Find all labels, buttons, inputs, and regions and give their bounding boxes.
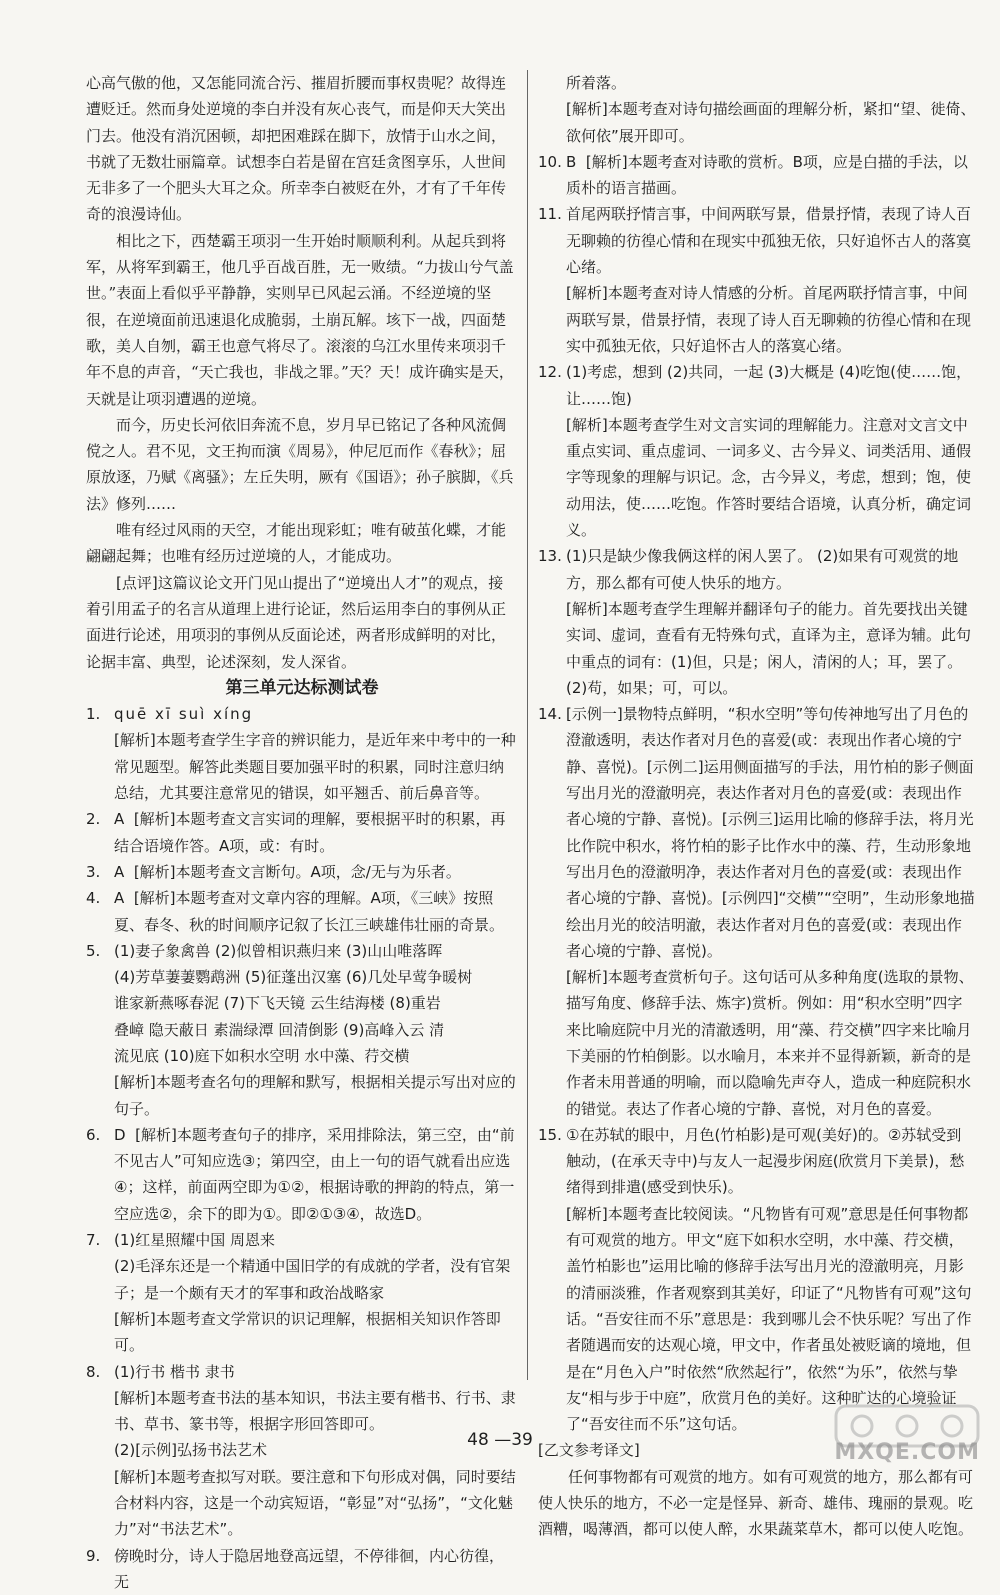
- analysis-text: [解析]本题考查对诗句描绘画面的理解分析，紧扣“望、徙倚、欲何依”展开即可。: [566, 100, 976, 145]
- question-11: 11. 首尾两联抒情言事，中间两联写景，借景抒情，表现了诗人百无聊赖的彷徨心情和在现实中孤独无依，只好追怀古人的落寞心绪。 [解析]本题考查对诗人情感的分析。首尾两联抒情言事，中间两联写景，借景抒情，表现了诗人百无聊赖的彷徨心情和在现实中孤独无依，只好追怀古人的落寞心绪。: [538, 201, 976, 359]
- question-3: 3. A [解析]本题考查文言断句。A项，念/无与为乐者。: [86, 862, 461, 881]
- analysis-text: [解析]本题考查拟写对联。要注意和下句形成对偶，同时要结合材料内容，这是一个动宾短语，“彰显”对“弘扬”，“文化魅力”对“书法艺术”。: [114, 1467, 516, 1539]
- analysis-text: [解析]本题考查学生字音的辨识能力，是近年来中考中的一种常见题型。解答此类题目要加强平时的积累，同时注意归纳总结，尤其要注意常见的错误，如平翘舌、前后鼻音等。: [114, 731, 516, 803]
- q5-line: 叠嶂 隐天蔽日 素湍绿潭 回清倒影 (9)高峰入云 清: [114, 1020, 445, 1039]
- analysis-text: [解析]本题考查对诗人情感的分析。首尾两联抒情言事，中间两联写景，借景抒情，表现了诗人百无聊赖的彷徨心情和在现实中孤独无依，只好追怀古人的落寞心绪。: [566, 284, 972, 355]
- question-12: 12. (1)考虑，想到 (2)共同，一起 (3)大概是 (4)吃饱(使……饱，让……饱) [解析]本题考查学生对文言实词的理解能力。注意对文言文中重点实词、重点虚词、一词多义、古今异义、词类活用、通假字等现象的理解与识记。念，古今异义，考虑，想到；饱，使动用法，使……吃饱。作答时要结合语境，认真分析，确定词义。: [538, 359, 976, 543]
- question-4: 4. A [解析]本题考查对文章内容的理解。A项，《三峡》按照夏、春冬、秋的时间顺序记叙了长江三峡雄伟壮丽的奇景。: [86, 889, 505, 934]
- question-15: 15. ①在苏轼的眼中，月色(竹柏影)是可观(美好)的。②苏轼受到触动，(在承天寺中)与友人一起漫步闲庭(欣赏月下美景)，愁绪得到排遣(感受到快乐)。 [解析]本题考查比较阅读。“凡物皆有可观”意思是任何事物都有可观赏的地方。甲文“庭下如积水空明，水中藻、荇交横，盖竹柏影也”运用比喻的修辞手法写出月光的澄澈明亮，月影的清丽淡雅，作者观察到其美好，印证了“凡物皆有可观”这句话。“吾安往而不乐”意思是：我到哪儿会不快乐呢？写出了作者随遇而安的达观心境，甲文中，作者虽处被贬谪的境地，但是在“月色入户”时依然“欣然起行”，依然“为乐”，依然与挚友“相与步于中庭”，欣赏月色的美好。这种旷达的心境验证了“吾安往而不乐”这句话。: [538, 1122, 976, 1438]
- answer-pinyin: quē xī suì xíng: [114, 705, 254, 724]
- analysis-text: [解析]本题考查赏析句子。这句话可从多种角度(选取的景物、描写角度、修辞手法、炼字)赏析。例如：用“积水空明”四字来比喻庭院中月光的清澈透明，用“藻、荇交横”四字来比喻月下美丽的竹柏倒影。以水喻月，本来并不显得新颖，新奇的是作者未用普通的明喻，而以隐喻先声夺人，造成一种庭院积水的错觉。表达了作者心境的宁静、喜悦，对月色的喜爱。: [566, 968, 974, 1118]
- column-divider: [527, 70, 528, 1380]
- q5-line: 流见底 (10)庭下如积水空明 水中藻、荇交横: [114, 1046, 410, 1065]
- section-title: 第三单元达标测试卷: [225, 677, 379, 698]
- analysis-text: [解析]本题考查比较阅读。“凡物皆有可观”意思是任何事物都有可观赏的地方。甲文“庭下如积水空明，水中藻、荇交横，盖竹柏影也”运用比喻的修辞手法写出月光的澄澈明亮，月影的清丽淡雅，作者观察到其美好，印证了“凡物皆有可观”这句话。“吾安往而不乐”意思是：我到哪儿会不快乐呢？写出了作者随遇而安的达观心境，甲文中，作者虽处被贬谪的境地，但是在“月色入户”时依然“欣然起行”，依然“为乐”，依然与挚友“相与步于中庭”，欣赏月色的美好。这种旷达的心境验证了“吾安往而不乐”这句话。: [566, 1204, 972, 1434]
- essay-paragraph-2: 相比之下，西楚霸王项羽一生开始时顺顺利利。从起兵到将军，从将军到霸王，他几乎百战百胜，无一败绩。“力拔山兮气盖世。”表面上看似乎平静静，实则早已风起云涌。不经逆境的坚很，在逆境面前迅速退化成脆弱，土崩瓦解。垓下一战，四面楚歌，美人自刎，霸王也意气将尽了。滚滚的乌江水里传来项羽千年不息的声音，“天亡我也，非战之罪。”天？天！成许确实是天，天就是让项羽遭遇的逆境。: [86, 231, 514, 408]
- reference-translation: 任何事物都有可观赏的地方。如有可观赏的地方，那么都有可使人快乐的地方，不必一定是怪异、新奇、雄伟、瑰丽的景观。吃酒糟，喝薄酒，都可以使人醉，水果蔬菜草木，都可以使人吃饱。: [538, 1467, 974, 1539]
- q5-line: (1)妻子象禽兽 (2)似曾相识燕归来 (3)山山唯落晖: [114, 941, 443, 960]
- essay-paragraph-3: 而今，历史长河依旧奔流不息，岁月早已铭记了各种风流倜傥之人。君不见，文王拘而演《周易》，仲尼厄而作《春秋》；屈原放逐，乃赋《离骚》；左丘失明，厥有《国语》；孙子膑脚，《兵法》修列……: [86, 415, 514, 513]
- essay-paragraph-4: 唯有经过风雨的天空，才能出现彩虹；唯有破茧化蝶，才能翩翩起舞；也唯有经历过逆境的人，才能成功。: [86, 521, 507, 566]
- question-6: 6. D [解析]本题考查句子的排序，采用排除法，第三空，由“前不见古人”可知应选③；第四空，由上一句的语气就看出应选④；这样，前面两空即为①②，根据诗歌的押韵的特点，第一空应选②，余下的即为①。即②①③④，故选D。: [86, 1125, 515, 1223]
- essay-paragraph-1: 心高气傲的他，又怎能同流合污、摧眉折腰而事权贵呢？故得连遭贬迁。然而身处逆境的李白并没有灰心丧气，而是仰天大笑出门去。他没有消沉困顿，却把困难踩在脚下，放情于山水之间，书就了无数壮丽篇章。试想李白若是留在宫廷贪图享乐，人世间无非多了一个肥头大耳之众。所幸李白被贬在外，才有了千年传奇的浪漫诗仙。: [86, 74, 507, 224]
- page-number: 48 —39: [467, 1430, 533, 1450]
- watermark-text: MXQE.COM: [834, 1440, 980, 1465]
- question-10: 10. B [解析]本题考查对诗歌的赏析。B项，应是白描的手法，以质朴的语言描画。: [538, 152, 968, 198]
- right-column: 所着落。 [解析]本题考查对诗句描绘画面的理解分析，紧扣“望、徙倚、欲何依”展开即可。 10. B [解析]本题考查对诗歌的赏析。B项，应是白描的手法，以质朴的语言描画。 11. 首尾两联抒情言事，中间两联写景，借景抒情，表现了诗人百无聊赖的彷徨心情和在现实中孤独无依，只好追怀古人的落寞心绪。 [解析]本题考查对诗人情感的分析。首尾两联抒情言事，中间两联写景，借景抒情，表现了诗人百无聊赖的彷徨心情和在现实中孤独无依，只好追怀古人的落寞心绪。 12. (1)考虑，想到 (2)共同，一起 (3)大概是 (4)吃饱(使……饱，让……饱) [解析]本题考查学生对文言实词的理解能力。注意对文言文中重点实词、重点虚词、一词多义、古今异义、词类活用、通假字等现象的理解与识记。念，古今异义，考虑，想到；饱，使动用法，使……吃饱。作答时要结合语境，认真分析，确定词义。 13. (1)只是缺少像我俩这样的闲人罢了。 (2)如果有可观赏的地方，那么都有可使人快乐的地方。 [解析]本题考查学生理解并翻译句子的能力。首先要找出关键实词、虚词，查看有无特殊句式，直译为主，意译为辅。此句中重点的词有：(1)但，只是；闲人，清闲的人；耳，罢了。(2)苟，如果；可，可以。 14. [示例一]景物特点鲜明，“积水空明”等句传神地写出了月色的澄澈透明，表达作者对月色的喜爱(或：表现出作者心境的宁静、喜悦)。[示例二]运用侧面描写的手法，用竹柏的影子侧面写出月光的澄澈明亮，表达作者对月色的喜爱(或：表现出作者心境的宁静、喜悦)。[示例三]运用比喻的修辞手法，将月光比作院中积水，将竹柏的影子比作水中的藻、荇，生动形象地写出月色的澄澈明净，表达作者对月色的喜爱(或：表现出作者心境的宁静、喜悦)。[示例四]“交横”“空明”，生动形象地描绘出月光的皎洁明澈，表达作者对月色的喜爱(或：表现出作者心境的宁静、喜悦)。 [解析]本题考查赏析句子。这句话可从多种角度(选取的景物、描写角度、修辞手法、炼字)赏析。例如：用“积水空明”四字来比喻庭院中月光的清澈透明，用“藻、荇交横”四字来比喻月下美丽的竹柏倒影。以水喻月，本来并不显得新颖，新奇的是作者未用普通的明喻，而以隐喻先声夺人，造成一种庭院积水的错觉。表达了作者心境的宁静、喜悦，对月色的喜爱。 15. ①在苏轼的眼中，月色(竹柏影)是可观(美好)的。②苏轼受到触动，(在承天寺中)与友人一起漫步闲庭(欣赏月下美景)，愁绪得到排遣(感受到快乐)。 [解析]本题考查比较阅读。“凡物皆有可观”意思是任何事物都有可观赏的地方。甲文“庭下如积水空明，水中藻、荇交横，盖竹柏影也”运用比喻的修辞手法写出月光的澄澈明亮，月影的清丽淡雅，作者观察到其美好，印证了“凡物皆有可观”这句话。“吾安往而不乐”意思是：我到哪儿会不快乐呢？写出了作者随遇而安的达观心境，甲文中，作者虽处被贬谪的境地，但是在“月色入户”时依然“欣然起行”，依然“为乐”，依然与挚友“相与步于中庭”，欣赏月色的美好。这种旷达的心境验证了“吾安往而不乐”这句话。 [乙文参考译文] 任何事物都有可观赏的地方。如有可观赏的地方，那么都有可使人快乐的地方，不必一定是怪异、新奇、雄伟、瑰丽的景观。吃酒糟，喝薄酒，都可以使人醉，水果蔬菜草木，都可以使人吃饱。: [538, 70, 976, 1381]
- question-13: 13. (1)只是缺少像我俩这样的闲人罢了。 (2)如果有可观赏的地方，那么都有可使人快乐的地方。 [解析]本题考查学生理解并翻译句子的能力。首先要找出关键实词、虚词，查看有无特殊句式，直译为主，意译为辅。此句中重点的词有：(1)但，只是；闲人，清闲的人；耳，罢了。(2)苟，如果；可，可以。: [538, 543, 976, 701]
- analysis-text: [解析]本题考查书法的基本知识，书法主要有楷书、行书、隶书、草书、篆书等，根据字形回答即可。: [114, 1388, 516, 1434]
- question-7: 7. (1)红星照耀中国 周恩来 (2)毛泽东还是一个精通中国旧学的有成就的学者，没有官架子；是一个颇有天才的军事和政治战略家 [解析]本题考查文学常识的识记理解，根据相关知识作答即可。: [86, 1227, 518, 1358]
- q5-line: 谁家新燕啄春泥 (7)下飞天镜 云生结海楼 (8)重岩: [114, 994, 441, 1013]
- analysis-text: [解析]本题考查文学常识的识记理解，根据相关知识作答即可。: [114, 1309, 501, 1355]
- q5-line: (4)芳草萋萋鹦鹉洲 (5)征蓬出汉塞 (6)几处早莺争暖树: [114, 968, 473, 987]
- question-9: 9. 傍晚时分，诗人于隐居地登高远望，不停徘徊，内心彷徨，无: [86, 1546, 505, 1591]
- question-5: 5. (1)妻子象禽兽 (2)似曾相识燕归来 (3)山山唯落晖 (4)芳草萋萋鹦鹉洲 (5)征蓬出汉塞 (6)几处早莺争暖树 谁家新燕啄春泥 (7)下飞天镜 云生结海楼 (8)重岩 叠嶂 隐天蔽日 素湍绿潭 回清倒影 (9)高峰入云 清 流见底 (10)庭下如积水空明 水中藻、荇交横 [解析]本题考查名句的理解和默写，根据相关提示写出对应的句子。: [86, 938, 518, 1122]
- analysis-text: [解析]本题考查学生理解并翻译句子的能力。首先要找出关键实词、虚词，查看有无特殊句式，直译为主，意译为辅。此句中重点的词有：(1)但，只是；闲人，清闲的人；耳，罢了。(2)苟，如果；可，可以。: [566, 599, 972, 697]
- reference-translation-title: [乙文参考译文]: [538, 1441, 640, 1460]
- question-1: 1. quē xī suì xíng [解析]本题考查学生字音的辨识能力，是近年来中考中的一种常见题型。解答此类题目要加强平时的积累，同时注意归纳总结，尤其要注意常见的错误，如平翘舌、前后鼻音等。: [86, 701, 518, 806]
- essay-comment: [86, 570, 518, 675]
- question-14: 14. [示例一]景物特点鲜明，“积水空明”等句传神地写出了月色的澄澈透明，表达作者对月色的喜爱(或：表现出作者心境的宁静、喜悦)。[示例二]运用侧面描写的手法，用竹柏的影子侧面写出月光的澄澈明亮，表达作者对月色的喜爱(或：表现出作者心境的宁静、喜悦)。[示例三]运用比喻的修辞手法，将月光比作院中积水，将竹柏的影子比作水中的藻、荇，生动形象地写出月色的澄澈明净，表达作者对月色的喜爱(或：表现出作者心境的宁静、喜悦)。[示例四]“交横”“空明”，生动形象地描绘出月光的皎洁明澈，表达作者对月色的喜爱(或：表现出作者心境的宁静、喜悦)。 [解析]本题考查赏析句子。这句话可从多种角度(选取的景物、描写角度、修辞手法、炼字)赏析。例如：用“积水空明”四字来比喻庭院中月光的清澈透明，用“藻、荇交横”四字来比喻月下美丽的竹柏倒影。以水喻月，本来并不显得新颖，新奇的是作者未用普通的明喻，而以隐喻先声夺人，造成一种庭院积水的错觉。表达了作者心境的宁静、喜悦，对月色的喜爱。: [538, 701, 976, 1122]
- comment-tag: [点评]: [116, 573, 158, 592]
- analysis-text: [解析]本题考查名句的理解和默写，根据相关提示写出对应的句子。: [114, 1073, 516, 1118]
- question-8: 8. (1)行书 楷书 隶书 [解析]本题考查书法的基本知识，书法主要有楷书、行书、隶书、草书、篆书等，根据字形回答即可。 (2)[示例]弘扬书法艺术 [解析]本题考查拟写对联。要注意和下句形成对偶，同时要结合材料内容，这是一个动宾短语，“彰显”对“弘扬”，“文化魅力”对“书法艺术”。: [86, 1359, 518, 1543]
- analysis-text: [解析]本题考查学生对文言实词的理解能力。注意对文言文中重点实词、重点虚词、一词多义、古今异义、词类活用、通假字等现象的理解与识记。念，古今异义，考虑，想到；饱，使动用法，使……吃饱。作答时要结合语境，认真分析，确定词义。: [566, 415, 972, 540]
- question-2: 2. A [解析]本题考查文言实词的理解，要根据平时的积累，再结合语境作答。A项，或：有时。: [86, 810, 506, 855]
- comment-text: 这篇议论文开门见山提出了“逆境出人才”的观点，接着引用孟子的名言从道理上进行论证，然后运用李白的事例从正面进行论述，用项羽的事例从反面论述，两者形成鲜明的对比，论据丰富、典型，论述深刻，发人深省。: [86, 573, 507, 671]
